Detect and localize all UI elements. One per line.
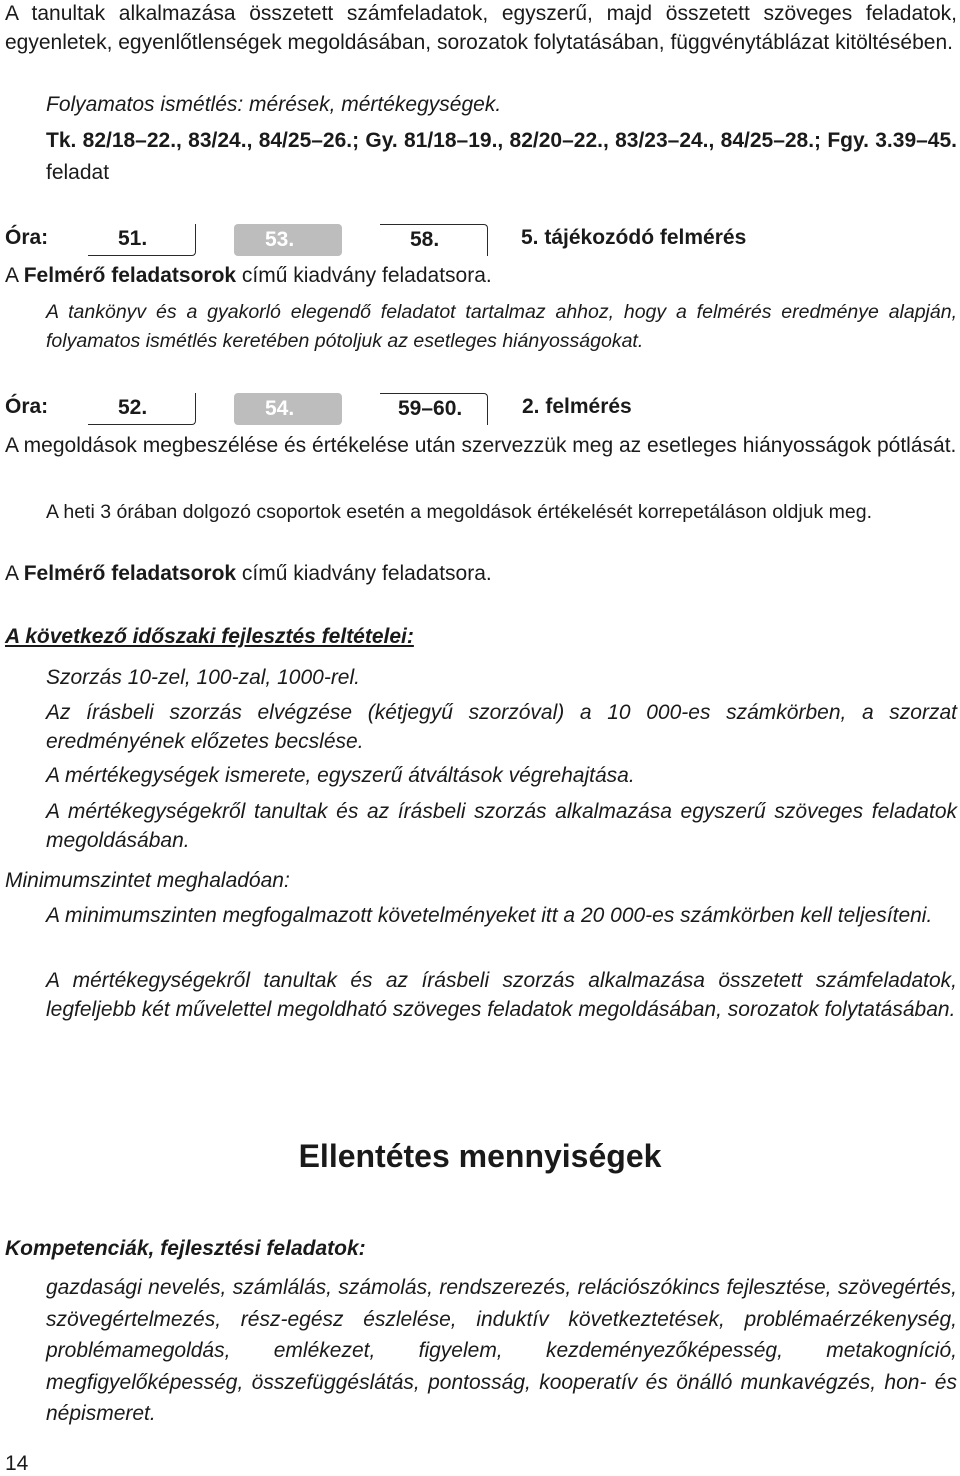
publication-title: Felmérő feladatsorok [23,562,237,585]
teacher-note: A tankönyv és a gyakorló elegendő feladatot tartalmaz ahhoz, hogy a felmérés eredménye alapján, folyamatos ismétlés keretében pótoljuk az esetleges hiányosságokat. [46,301,957,352]
chapter-title: Ellentétes mennyiségek [298,1138,662,1174]
publication-title: Felmérő feladatsorok [23,264,237,287]
competencies-heading: Kompetenciák, fejlesztési feladatok: [5,1237,366,1260]
condition-item: A mértékegységekről tanultak és az írásbeli szorzás alkalmazása egyszerű szöveges feladatok megoldásában. [46,800,957,852]
assessment-title: 2. felmérés [522,395,632,418]
worksheet-line [5,560,957,589]
worksheet-line [5,262,957,291]
lesson-number-box: 52. [88,393,196,425]
references-tail: feladat [46,161,110,184]
text-span: című kiadvány feladatsora. [236,264,492,287]
condition-item: Szorzás 10-zel, 100-zal, 1000-rel. [46,666,360,689]
above-minimum-label: Minimumszintet meghaladóan: [5,869,290,892]
lesson-row-2 [5,393,957,429]
condition-item: A mértékegységek ismerete, egyszerű átváltások végrehajtása. [46,764,635,787]
text-span: című kiadvány feladatsora. [236,562,492,585]
references-line [46,125,957,189]
above-minimum-item: A mértékegységekről tanultak és az írásbeli szorzás alkalmazása összetett számfeladatok, legfeljebb két művelettel megoldható szöveges feladatok megoldásában, sorozatok folytatásában. [46,969,957,1021]
assessment-title: 5. tájékozódó felmérés [521,226,747,249]
lesson-number-box-highlighted: 53. [234,224,342,256]
repetition-line: Folyamatos ismétlés: mérések, mértékegységek. [46,93,502,116]
lesson-number-box: 58. [380,224,488,256]
lesson-number-box: 51. [88,224,196,256]
condition-item: Az írásbeli szorzás elvégzése (kétjegyű szorzóval) a 10 000-es számkörben, a szorzat eredményének előzetes becslése. [46,701,957,753]
references-bold: Tk. 82/18–22., 83/24., 84/25–26.; Gy. 81/18–19., 82/20–22., 83/23–24., 84/25–28.; Fgy. 3.39–45. [46,129,957,152]
lesson-number-box: 59–60. [380,393,488,425]
text-span: A [5,562,24,585]
lesson-row-1 [5,224,957,260]
page-number: 14 [5,1452,29,1475]
section-heading: A következő időszaki fejlesztés feltételei: [5,625,414,648]
lesson-label: Óra: [5,226,49,249]
above-minimum-item: A minimumszinten megfogalmazott követelményeket itt a 20 000-es számkörben kell teljesíteni. [46,904,933,927]
lesson-label: Óra: [5,395,49,418]
tutoring-note: A heti 3 órában dolgozó csoportok esetén a megoldások értékelését korrepetáláson oldjuk meg. [46,501,873,523]
intro-paragraph: A tanultak alkalmazása összetett számfeladatok, egyszerű, majd összetett szöveges feladatok, egyenletek, egyenlőtlenségek megoldásában, sorozatok folytatásában, függvénytáblázat kitöltésében. [5,2,957,54]
text-span: A [5,264,24,287]
discussion-paragraph: A megoldások megbeszélése és értékelése után szervezzük meg az esetleges hiányosságok pótlását. [5,434,957,457]
competencies-text: gazdasági nevelés, számlálás, számolás, rendszerezés, relációszókincs fejlesztése, szövegértés, szövegértelmezés, rész-egész észlelése, induktív következtetések, problémaérzékenység, problémamegoldás, emlékezet, figyelem, kezdeményezőképesség, metakogníció, megfigyelőképesség, összefüggéslátás, pontosság, kooperatív és önálló munkavégzés, hon- és népismeret. [46,1276,957,1425]
lesson-number-box-highlighted: 54. [234,393,342,425]
